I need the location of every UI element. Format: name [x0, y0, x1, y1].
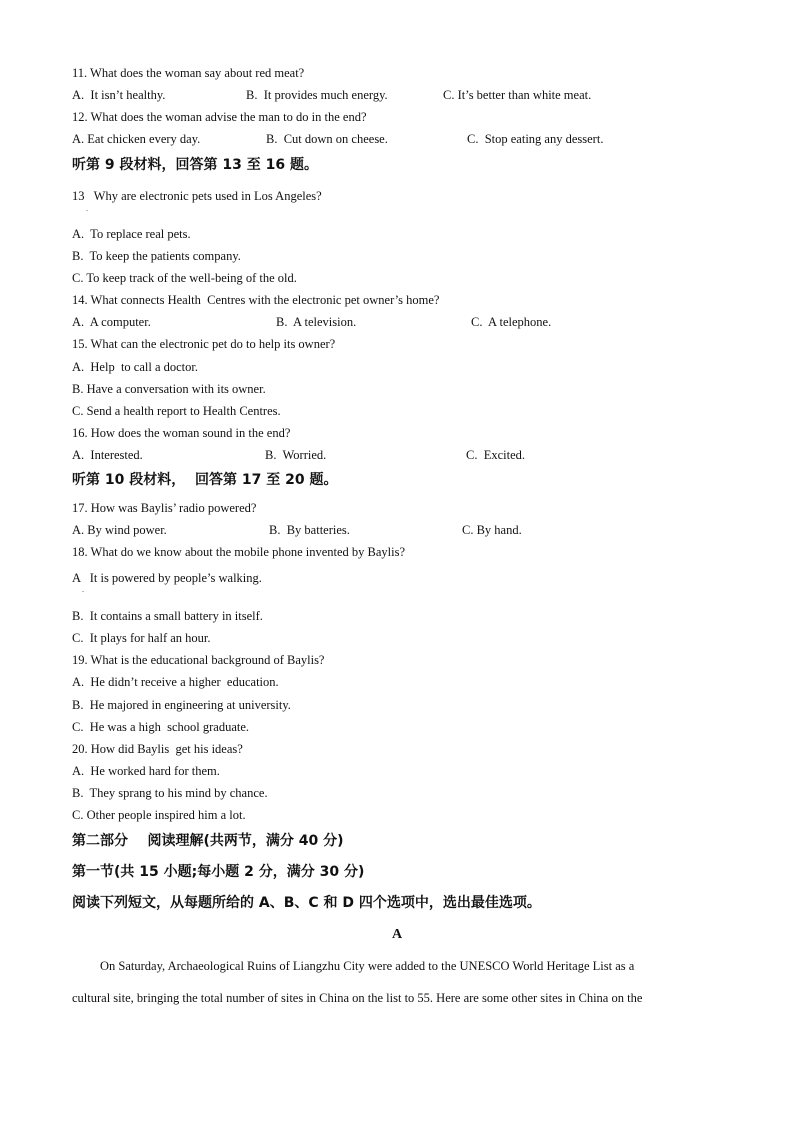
option-11-c: C. It’s better than white meat.	[443, 88, 592, 102]
stray-dot: .	[82, 585, 84, 594]
option-17-a: A. By wind power.	[72, 523, 167, 537]
option-19-c: C. He was a high school graduate.	[72, 720, 250, 734]
option-12-c: C. Stop eating any dessert.	[467, 132, 604, 146]
section-heading-10: 听第 10 段材料， 回答第 17 至 20 题。	[72, 472, 338, 488]
part-two-heading: 第二部分 阅读理解(共两节，满分 40 分)	[72, 833, 344, 849]
stray-dot: .	[86, 204, 88, 213]
option-20-c: C. Other people inspired him a lot.	[72, 808, 246, 822]
option-20-b: B. They sprang to his mind by chance.	[72, 786, 268, 800]
option-14-b: B. A television.	[276, 315, 357, 329]
option-15-a: A. Help to call a doctor.	[72, 360, 199, 374]
option-18-b: B. It contains a small battery in itself.	[72, 609, 263, 623]
option-19-a: A. He didn’t receive a higher education.	[72, 675, 279, 689]
option-16-c: C. Excited.	[466, 448, 526, 462]
question-17: 17. How was Baylis’ radio powered?	[72, 501, 257, 515]
question-19: 19. What is the educational background of Baylis?	[72, 653, 325, 667]
option-15-b: B. Have a conversation with its owner.	[72, 382, 266, 396]
option-17-c: C. By hand.	[462, 523, 522, 537]
reading-instruction: 阅读下列短文，从每题所给的 A、B、C 和 D 四个选项中，选出最佳选项。	[72, 895, 541, 911]
option-16-b: B. Worried.	[265, 448, 327, 462]
option-11-a: A. It isn’t healthy.	[72, 88, 166, 102]
question-11: 11. What does the woman say about red meat?	[72, 66, 305, 80]
option-13-b: B. To keep the patients company.	[72, 249, 241, 263]
option-16-a: A. Interested.	[72, 448, 143, 462]
question-15: 15. What can the electronic pet do to help its owner?	[72, 337, 336, 351]
option-18-c: C. It plays for half an hour.	[72, 631, 211, 645]
question-12: 12. What does the woman advise the man to do in the end?	[72, 110, 367, 124]
option-13-c: C. To keep track of the well-being of the old.	[72, 271, 297, 285]
passage-line-1: On Saturday, Archaeological Ruins of Liangzhu City were added to the UNESCO World Heritage List as a	[100, 959, 635, 973]
question-13: 13 Why are electronic pets used in Los Angeles?	[72, 189, 322, 203]
question-16: 16. How does the woman sound in the end?	[72, 426, 291, 440]
section-one-heading: 第一节(共 15 小题;每小题 2 分，满分 30 分)	[72, 864, 365, 880]
option-20-a: A. He worked hard for them.	[72, 764, 220, 778]
question-18: 18. What do we know about the mobile phone invented by Baylis?	[72, 545, 406, 559]
option-12-b: B. Cut down on cheese.	[266, 132, 388, 146]
option-11-b: B. It provides much energy.	[246, 88, 388, 102]
section-heading-9: 听第 9 段材料，回答第 13 至 16 题。	[72, 157, 318, 173]
option-12-a: A. Eat chicken every day.	[72, 132, 201, 146]
option-14-a: A. A computer.	[72, 315, 151, 329]
passage-line-2: cultural site, bringing the total number of sites in China on the list to 55. Here are some other sites in China on the	[72, 991, 643, 1005]
question-14: 14. What connects Health Centres with the electronic pet owner’s home?	[72, 293, 440, 307]
question-20: 20. How did Baylis get his ideas?	[72, 742, 243, 756]
option-14-c: C. A telephone.	[471, 315, 552, 329]
option-19-b: B. He majored in engineering at university.	[72, 698, 291, 712]
option-17-b: B. By batteries.	[269, 523, 350, 537]
option-13-a: A. To replace real pets.	[72, 227, 191, 241]
option-18-a: A It is powered by people’s walking.	[72, 571, 262, 585]
option-15-c: C. Send a health report to Health Centres.	[72, 404, 281, 418]
passage-label: A	[391, 927, 403, 942]
